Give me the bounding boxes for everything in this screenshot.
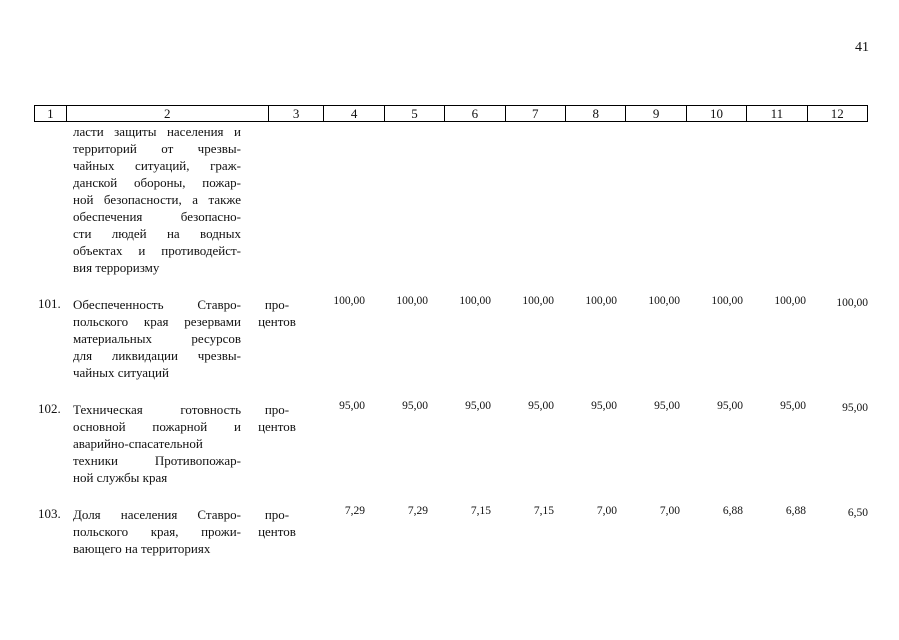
value-cell: 7,29 <box>344 505 365 517</box>
desc-line: ной безопасности, а также <box>73 192 241 207</box>
value-cell: 7,29 <box>407 505 428 517</box>
value-cell: 100,00 <box>648 295 680 307</box>
header-cell-11: 11 <box>747 106 807 121</box>
value-cell: 95,00 <box>842 402 868 414</box>
row-number: 101. <box>38 296 61 311</box>
row-description <box>73 506 241 557</box>
value-cell: 100,00 <box>836 297 868 309</box>
header-cell-7: 7 <box>506 106 566 121</box>
desc-line: территорий от чрезвы- <box>73 141 241 156</box>
header-cell-4: 4 <box>324 106 384 121</box>
row-unit <box>256 296 298 330</box>
unit-line: центов <box>258 419 296 434</box>
unit-line: про- <box>264 507 290 522</box>
row-number: 103. <box>38 506 61 521</box>
continuation-description <box>73 123 241 276</box>
desc-line: польского края, прожи- <box>73 524 241 539</box>
desc-line: основной пожарной и <box>73 419 241 434</box>
desc-line: аварийно-спасательной <box>73 436 203 451</box>
table-header-row <box>34 105 868 122</box>
value-cell: 100,00 <box>396 295 428 307</box>
value-cell: 7,00 <box>659 505 680 517</box>
unit-line: центов <box>258 314 296 329</box>
header-cell-3: 3 <box>269 106 325 121</box>
desc-line: данской обороны, пожар- <box>73 175 241 190</box>
header-cell-12: 12 <box>830 106 844 121</box>
desc-line: вия терроризму <box>73 260 160 275</box>
value-cell: 7,15 <box>470 505 491 517</box>
header-cell-5: 5 <box>385 106 445 121</box>
value-cell: 6,88 <box>785 505 806 517</box>
header-cell-10: 10 <box>687 106 747 121</box>
header-cell-8: 8 <box>566 106 626 121</box>
unit-line: про- <box>264 297 290 312</box>
value-cell: 6,88 <box>722 505 743 517</box>
row-unit <box>256 506 298 540</box>
value-cell: 100,00 <box>774 295 806 307</box>
value-cell: 95,00 <box>339 400 365 412</box>
unit-line: центов <box>258 524 296 539</box>
desc-line: объектах и противодейст- <box>73 243 241 258</box>
desc-line: Доля населения Ставро- <box>73 507 241 522</box>
row-description <box>73 401 241 486</box>
value-cell: 6,50 <box>847 507 868 519</box>
desc-line: вающего на территориях <box>73 541 211 556</box>
value-cell: 95,00 <box>717 400 743 412</box>
page-number: 41 <box>855 40 869 55</box>
value-cell: 95,00 <box>528 400 554 412</box>
desc-line: ной службы края <box>73 470 168 485</box>
desc-line: чайных ситуаций, граж- <box>73 158 241 173</box>
desc-line: материальных ресурсов <box>73 331 241 346</box>
desc-line: Обеспеченность Ставро- <box>73 297 241 312</box>
value-cell: 95,00 <box>591 400 617 412</box>
value-cell: 100,00 <box>522 295 554 307</box>
unit-line: про- <box>264 402 290 417</box>
desc-line: чайных ситуаций <box>73 365 169 380</box>
desc-line: для ликвидации чрезвы- <box>73 348 241 363</box>
row-description <box>73 296 241 381</box>
row-unit <box>256 401 298 435</box>
value-cell: 7,00 <box>596 505 617 517</box>
value-cell: 100,00 <box>333 295 365 307</box>
desc-line: техники Противопожар- <box>73 453 241 468</box>
value-cell: 100,00 <box>459 295 491 307</box>
header-cell-6: 6 <box>445 106 505 121</box>
value-cell: 100,00 <box>711 295 743 307</box>
value-cell: 7,15 <box>533 505 554 517</box>
header-cell-1: 1 <box>35 106 67 121</box>
value-cell: 95,00 <box>780 400 806 412</box>
row-number: 102. <box>38 401 61 416</box>
desc-line: Техническая готовность <box>73 402 241 417</box>
desc-line: польского края резервами <box>73 314 241 329</box>
header-cell-2: 2 <box>67 106 269 121</box>
value-cell: 100,00 <box>585 295 617 307</box>
header-cell-9: 9 <box>626 106 686 121</box>
value-cell: 95,00 <box>402 400 428 412</box>
value-cell: 95,00 <box>465 400 491 412</box>
desc-line: ласти защиты населения и <box>73 124 241 139</box>
desc-line: сти людей на водных <box>73 226 241 241</box>
desc-line: обеспечения безопасно- <box>73 209 241 224</box>
value-cell: 95,00 <box>654 400 680 412</box>
